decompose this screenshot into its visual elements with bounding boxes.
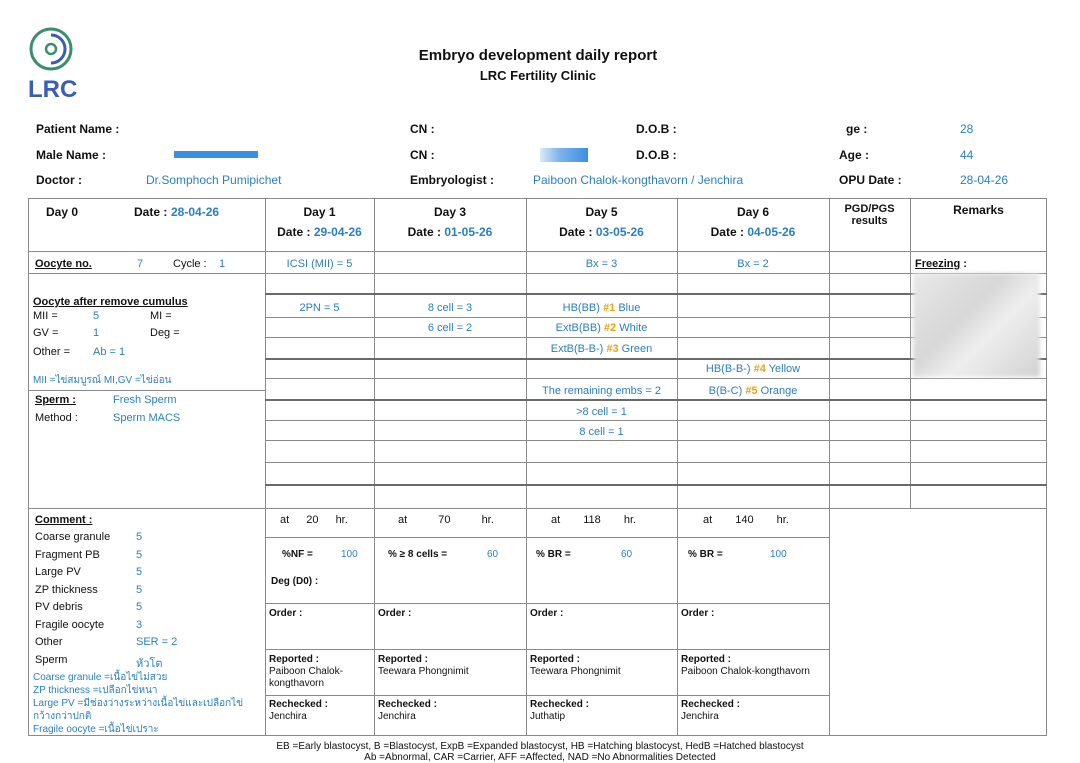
freezing-colon: : (963, 258, 967, 270)
opu-value: 28-04-26 (960, 173, 1009, 187)
reported-day3-label: Reported : (378, 654, 428, 665)
header-day6-date-row (677, 225, 829, 239)
embryo-grade: ExtB(B-B-) (550, 343, 604, 355)
embryo-color: Orange (760, 385, 798, 397)
dob-label-male: D.O.B : (636, 148, 677, 162)
header-day0-date: 28-04-26 (171, 205, 220, 219)
date-label: Date : (710, 225, 744, 239)
age-label-male: Age : (839, 148, 869, 162)
comment-other-value: SER = 2 (136, 636, 178, 648)
gv-label: GV = (33, 327, 59, 339)
cn-label-male: CN : (410, 148, 435, 162)
day6-hours (703, 514, 789, 526)
header-day1-title: Day 1 (303, 205, 336, 219)
redacted-male-name (174, 151, 258, 158)
grid-hline (265, 484, 1047, 486)
day5-embryo-3 (526, 343, 677, 355)
mi-label: MI = (150, 310, 172, 322)
header-day3-date-row (374, 225, 526, 239)
comment-note-5: Fragile oocyte =เนื้อไข่เปราะ (33, 724, 159, 735)
embryo-grade: ExtB(BB) (555, 322, 601, 334)
gv-value: 1 (93, 327, 100, 339)
reported-day6-label: Reported : (681, 654, 731, 665)
grid-hline (265, 462, 1047, 463)
embryo-number: #4 (753, 363, 766, 375)
coarse-label: Coarse granule (35, 531, 111, 543)
embryologist-label: Embryologist : (410, 173, 495, 187)
header-remarks: Remarks (953, 203, 1004, 217)
grid-hline (28, 390, 265, 391)
hours-value: 70 (438, 514, 451, 526)
patient-name-label: Patient Name : (36, 122, 120, 136)
embryo-color: White (619, 322, 648, 334)
pvdebris-label: PV debris (35, 601, 83, 613)
day5-remaining-1: >8 cell = 1 (576, 406, 627, 418)
zp-value: 5 (136, 584, 143, 596)
rechecked-day6-label: Rechecked : (681, 699, 740, 710)
comment-note-1: Coarse granule =เนื้อไข่ไม่สวย (33, 672, 168, 683)
doctor-label: Doctor : (36, 173, 82, 187)
br6-label: % BR = (688, 549, 723, 560)
header-day1-date-row (265, 225, 374, 239)
logo-text: LRC (28, 76, 78, 103)
at-label: at (551, 514, 561, 526)
day6-embryo-5 (677, 385, 829, 397)
oocyte-after-label: Oocyte after remove cumulus (33, 296, 188, 308)
header-day0: Day 0 (46, 205, 79, 219)
footer-legend-2: Ab =Abnormal, CAR =Carrier, AFF =Affected, NAD =No Abnormalities Detected (364, 752, 716, 763)
other-label: Other = (33, 346, 70, 358)
header-day1 (265, 205, 374, 239)
header-day6-date: 04-05-26 (747, 225, 796, 239)
fragment-label: Fragment PB (35, 549, 100, 561)
comment-note-2: ZP thickness =เปลือกไข่หนา (33, 685, 158, 696)
header-day5-date-row (526, 225, 677, 239)
grid-vline (829, 508, 830, 736)
cells-label: % ≥ 8 cells = (388, 549, 448, 560)
grid-hline (265, 440, 1047, 441)
deg-label: Deg = (150, 327, 180, 339)
deg-d0-label: Deg (D0) : (271, 576, 319, 587)
rechecked-day5: Juthatip (530, 711, 566, 722)
grid-vline (526, 198, 527, 736)
age-value-male: 44 (960, 148, 974, 162)
embryo-grade: B(B-C) (708, 385, 743, 397)
day3-row2: 6 cell = 2 (427, 322, 473, 334)
header-pgd-line2: results (851, 215, 888, 227)
grid-vline (265, 198, 266, 736)
rechecked-day3-label: Rechecked : (378, 699, 437, 710)
cycle-label: Cycle : (173, 258, 207, 270)
header-day1-date: 29-04-26 (313, 225, 362, 239)
reported-day5: Teewara Phongnimit (530, 666, 621, 677)
grid-hline (265, 420, 1047, 421)
day3-hours (398, 514, 494, 526)
grid-hline (265, 378, 1047, 379)
hours-value: 20 (306, 514, 319, 526)
order-day3: Order : (378, 608, 412, 619)
grid-vline (677, 198, 678, 736)
age-label-patient: ge : (846, 122, 868, 136)
cells-value: 60 (487, 549, 499, 560)
header-pgd (829, 203, 910, 227)
header-pgd-line1: PGD/PGS (844, 203, 895, 215)
embryo-number: #3 (606, 343, 619, 355)
other-value: Ab = 1 (93, 346, 126, 358)
mii-value: 5 (93, 310, 100, 322)
header-day5 (526, 205, 677, 239)
order-day6: Order : (681, 608, 715, 619)
nf-label: %NF = (282, 549, 313, 560)
report-title: Embryo development daily report (418, 47, 658, 64)
grid-hline (265, 649, 829, 650)
dob-label: D.O.B : (636, 122, 677, 136)
freezing-image-blurred (913, 273, 1040, 377)
day6-bx: Bx = 2 (737, 258, 769, 270)
day1-hours (280, 514, 348, 526)
comment-label: Comment : (35, 514, 93, 526)
rechecked-day6: Jenchira (681, 711, 719, 722)
male-name-label: Male Name : (36, 148, 107, 162)
header-day6-title: Day 6 (736, 205, 770, 219)
fragile-value: 3 (136, 619, 143, 631)
grid-hline (265, 399, 1047, 401)
at-label: at (703, 514, 713, 526)
oocyte-no-value: 7 (137, 258, 144, 270)
rechecked-day3: Jenchira (378, 711, 416, 722)
reported-day1-1: Paiboon Chalok- (269, 666, 343, 677)
largepv-value: 5 (136, 566, 143, 578)
br5-value: 60 (621, 549, 633, 560)
day5-embryo-1 (526, 302, 677, 314)
reported-day1-label: Reported : (269, 654, 319, 665)
reported-day5-label: Reported : (530, 654, 580, 665)
hours-value: 140 (735, 514, 754, 526)
embryo-number: #5 (745, 385, 758, 397)
reported-day6: Paiboon Chalok-kongthavorn (681, 666, 810, 677)
at-label: at (280, 514, 290, 526)
embryo-color: Yellow (768, 363, 801, 375)
embryo-number: #2 (603, 322, 617, 334)
method-value: Sperm MACS (113, 412, 181, 424)
header-day3 (374, 205, 526, 239)
rechecked-day1-label: Rechecked : (269, 699, 328, 710)
cycle-value: 1 (219, 258, 226, 270)
header-day3-date: 01-05-26 (444, 225, 493, 239)
day3-row1: 8 cell = 3 (427, 302, 473, 314)
br5-label: % BR = (536, 549, 571, 560)
header-day3-title: Day 3 (433, 205, 467, 219)
date-label: Date : (559, 225, 593, 239)
doctor-value: Dr.Somphoch Pumipichet (146, 173, 282, 187)
grid-hline (28, 273, 265, 274)
embryo-grade: HB(B-B-) (705, 363, 751, 375)
day5-embryo-2 (526, 322, 677, 334)
day1-icsi: ICSI (MII) = 5 (286, 258, 353, 270)
hr-label: hr. (776, 514, 789, 526)
embryo-color: Green (621, 343, 653, 355)
header-day5-date: 03-05-26 (595, 225, 644, 239)
reported-day1-2: kongthavorn (269, 678, 325, 689)
comment-other-label: Other (35, 636, 63, 648)
zp-label: ZP thickness (35, 584, 98, 596)
fragile-label: Fragile oocyte (35, 619, 105, 631)
day1-2pn: 2PN = 5 (299, 302, 340, 314)
sperm-value: Fresh Sperm (113, 394, 177, 406)
method-label: Method : (35, 412, 78, 424)
at-label: at (398, 514, 408, 526)
pvdebris-value: 5 (136, 601, 143, 613)
day5-remaining-2: 8 cell = 1 (579, 426, 624, 438)
redacted-cn (540, 148, 588, 162)
hr-label: hr. (481, 514, 494, 526)
maturity-note: MII =ไข่สมบูรณ์ MI,GV =ไข่อ่อน (33, 375, 172, 386)
rechecked-day5-label: Rechecked : (530, 699, 589, 710)
day5-remaining: The remaining embs = 2 (542, 385, 661, 397)
hr-label: hr. (335, 514, 348, 526)
report-subtitle: LRC Fertility Clinic (479, 68, 597, 83)
hours-value: 118 (583, 514, 601, 526)
header-day6 (677, 205, 829, 239)
age-value-patient: 28 (960, 122, 974, 136)
comment-sperm-value: หัวโต (136, 658, 163, 670)
embryo-grade: HB(BB) (562, 302, 600, 314)
day5-bx: Bx = 3 (585, 258, 618, 270)
grid-hline (265, 603, 829, 604)
sperm-label: Sperm : (35, 394, 76, 406)
order-day1: Order : (269, 608, 303, 619)
header-day5-title: Day 5 (585, 205, 618, 219)
oocyte-no-label: Oocyte no. (35, 258, 92, 270)
cn-label: CN : (410, 122, 435, 136)
grid-hline (265, 537, 829, 538)
freezing-label: Freezing (915, 258, 961, 270)
embryo-number: #1 (603, 302, 616, 314)
day6-embryo-4 (677, 363, 829, 375)
remarks-freezing (915, 258, 967, 270)
date-label: Date : (277, 225, 311, 239)
clinic-logo (28, 26, 78, 110)
hr-label: hr. (623, 514, 637, 526)
nf-value: 100 (341, 549, 358, 560)
grid-hline (28, 251, 1047, 252)
largepv-label: Large PV (35, 566, 81, 578)
grid-hline (265, 695, 829, 696)
opu-label: OPU Date : (839, 173, 902, 187)
grid-vline (374, 198, 375, 736)
embryo-color: Blue (618, 302, 641, 314)
embryologist-value: Paiboon Chalok-kongthavorn / Jenchira (533, 173, 744, 187)
date-label: Date : (407, 225, 441, 239)
header-day0-date-label: Date : (134, 205, 168, 219)
mii-label: MII = (33, 310, 58, 322)
br6-value: 100 (770, 549, 787, 560)
order-day5: Order : (530, 608, 564, 619)
rechecked-day1: Jenchira (269, 711, 307, 722)
comment-note-3: Large PV =มีช่องว่างระหว่างเนื้อไข่และเปลือกไข่ (33, 698, 244, 709)
grid-hline (28, 508, 1047, 509)
logo-icon (28, 26, 74, 72)
reported-day3: Teewara Phongnimit (378, 666, 469, 677)
comment-sperm-label: Sperm (35, 654, 68, 666)
footer-legend-1: EB =Early blastocyst, B =Blastocyst, ExpB =Expanded blastocyst, HB =Hatching blastocyst, HedB =Hatched blastocyst (276, 741, 804, 752)
day5-hours (551, 514, 636, 526)
comment-note-4: กว้างกว่าปกติ (33, 711, 92, 722)
fragment-value: 5 (136, 549, 143, 561)
coarse-value: 5 (136, 531, 143, 543)
